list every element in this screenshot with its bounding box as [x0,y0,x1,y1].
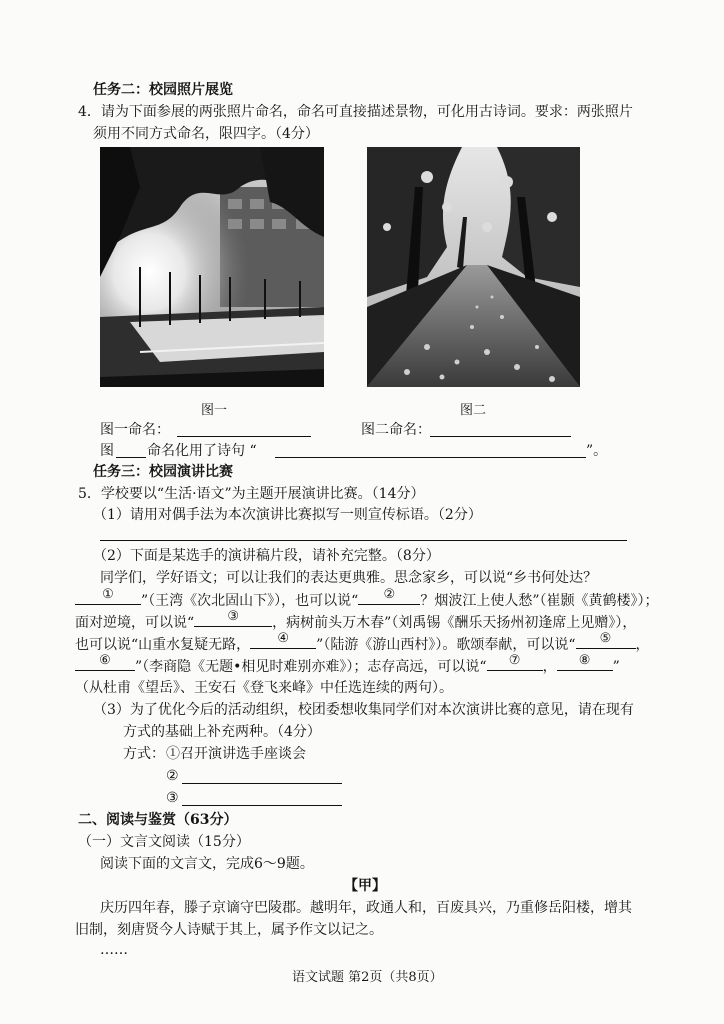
part2-instr: 阅读下面的文言文，完成6～9题。 [100,856,314,872]
allude-prefix: 图 [100,443,114,459]
photo-1-image [100,147,324,387]
q5-line: 5．学校要以“生活·语文”为主题开展演讲比赛。（14分） [78,486,425,502]
speech-line1: 同学们，学好语文；可以让我们的表达更典雅。思念家乡，可以说“乡书何处达？ [100,570,598,586]
q5-sub2: （2）下面是某选手的演讲稿片段，请补充完整。（8分） [93,548,440,564]
page-footer: 语文试题 第2页（共8页） [292,970,443,985]
blank-2[interactable]: ② [358,590,420,605]
q4-line1: 4．请为下面参展的两张照片命名，命名可直接描述景物，可化用古诗词。要求：两张照片 [78,104,633,120]
blank-8[interactable]: ⑧ [557,656,613,671]
passage-line1: 庆历四年春，滕子京谪守巴陵郡。越明年，政通人和，百废具兴，乃重修岳阳楼，增其 [100,900,632,916]
method-1: ①召开演讲选手座谈会 [166,746,306,762]
fig1-name-blank[interactable] [177,436,311,437]
blank-3[interactable]: ③ [194,612,272,627]
allude-end: ”。 [586,443,608,459]
method-3-marker: ③ [166,790,179,806]
part2-sec1: （一）文言文阅读（15分） [78,834,250,850]
slogan-blank[interactable] [100,540,627,541]
passage-ellipsis: …… [100,942,128,958]
task3-heading: 任务三：校园演讲比赛 [93,464,233,480]
blank-7[interactable]: ⑦ [487,656,543,671]
allude-fig-blank[interactable] [116,457,146,458]
q5-sub3-line2: 方式的基础上补充两种。（4分） [123,724,321,740]
photo-2 [367,147,580,387]
blank-5[interactable]: ⑤ [576,634,636,649]
fig1-caption: 图一 [201,403,228,418]
q5-sub1: （1）请用对偶手法为本次演讲比赛拟写一则宣传标语。（2分） [93,507,482,523]
task2-heading: 任务二：校园照片展览 [93,82,233,98]
q4-line2: 须用不同方式命名，限四字。（4分） [93,126,319,142]
photo-2-image [367,147,580,387]
blank-4[interactable]: ④ [250,634,316,649]
part2-heading: 二、阅读与鉴赏（63分） [78,812,238,828]
blank-6[interactable]: ⑥ [75,656,135,671]
fig2-name-label: 图二命名： [361,422,431,438]
fig1-name-label: 图一命名： [100,422,170,438]
q5-sub3-line1: （3）为了优化今后的活动组织，校团委想收集同学们对本次演讲比赛的意见，请在现有 [93,702,634,718]
speech-line2: ① ”（王湾《次北固山下》），也可以说“ ② ？烟波江上使人愁”（崔颢《黄鹤楼》）； [75,590,658,611]
speech-line5: ⑥ ”（李商隐《无题•相见时难别亦难》）；志存高远，可以说“ ⑦ ， ⑧ ” [75,656,620,677]
photo-1 [100,147,324,387]
allude-mid: 命名化用了诗句 “ [147,443,257,459]
fig2-name-blank[interactable] [430,436,571,437]
passage-jia-label: 【甲】 [344,878,386,894]
method-2-marker: ② [166,768,179,784]
method-3-blank[interactable] [182,805,342,806]
passage-line2: 旧制，刻唐贤今人诗赋于其上，属予作文以记之。 [75,922,383,938]
method-label: 方式： [123,746,165,762]
fig2-caption: 图二 [460,403,487,418]
speech-line4: 也可以说“山重水复疑无路， ④ ”（陆游《游山西村》）。歌颂奉献，可以说“ ⑤ ， [75,631,650,653]
blank-1[interactable]: ① [75,590,141,605]
allude-poem-blank[interactable] [275,457,586,458]
speech-line6: （从杜甫《望岳》、王安石《登飞来峰》中任选连续的两句）。 [75,680,453,696]
speech-line3: 面对逆境，可以说“ ③ ，病树前头万木春”（刘禹锡《酬乐天扬州初逢席上见赠》）， [75,609,637,631]
method-2-blank[interactable] [182,783,342,784]
